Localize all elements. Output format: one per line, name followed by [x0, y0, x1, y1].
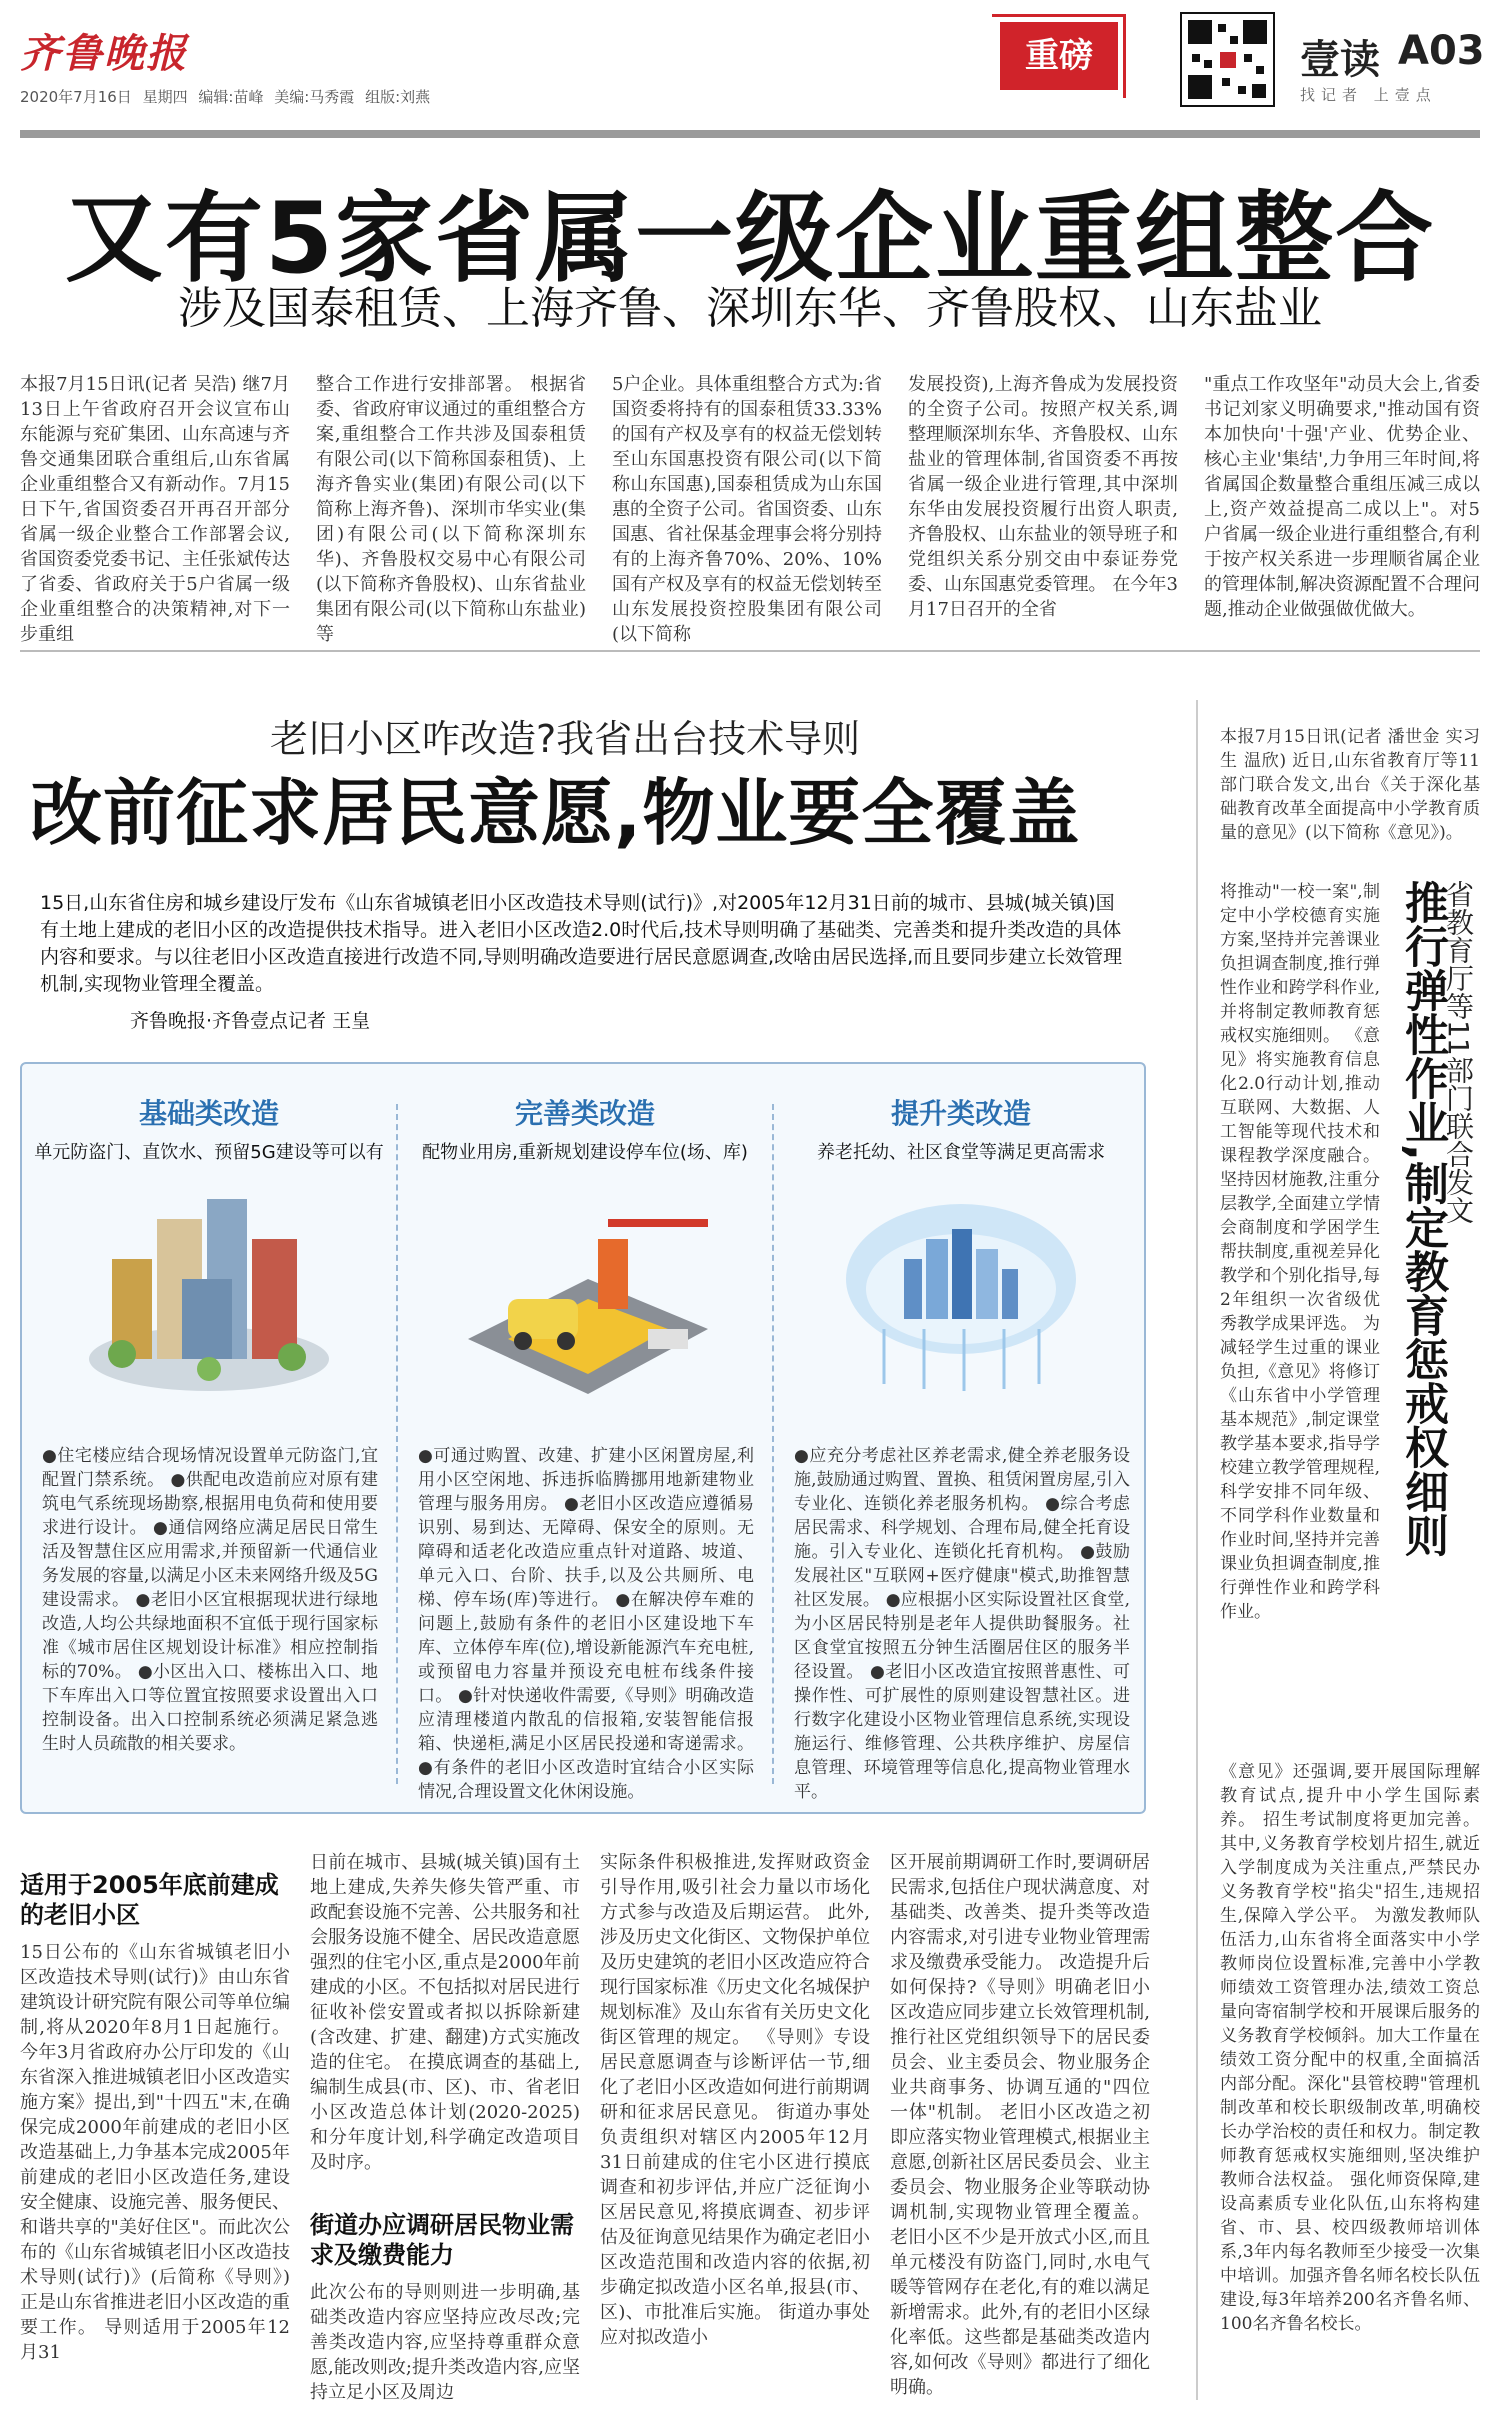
story2-lead: 15日,山东省住房和城乡建设厅发布《山东省城镇老旧小区改造技术导则(试行)》,对2005年12月31日前的城市、县城(城关镇)国有土地上建成的老旧小区的改造提供技术指导。进入老旧小区改造2.0时代后,技术导则明确了基础类、完善类和提升类改造的具体内容和要求。与以往老旧小区改造直接进行改造不同,导则明确改造要进行居民意愿调查,改啥由居民选择,而且要同步建立长效管理机制,实现物业管理全覆盖。 [40, 892, 1123, 995]
column-divider [1196, 700, 1198, 2400]
section-name: 壹读 [1300, 37, 1380, 83]
story3-wide-column: 《意见》还强调,要开展国际理解教育试点,提升中小学生国际素养。 招生考试制度将更加完善。其中,义务教育学校划片招生,就近入学制度成为关注重点,严禁民办义务教育学校"掐尖"招生,违规招生,保障入学公平。 为激发教师队伍活力,山东省将全面落实中小学教师岗位设置标准,完善中小学教师绩效工资管理办法,绩效工资总量向寄宿制学校和开展课后服务的义务教育学校倾斜。加大工作量在绩效工资分配中的权重,全面搞活内部分配。深化"县管校聘"管理机制改革和校长职级制改革,明确校长办学治校的责任和权力。制定教师教育惩戒权实施细则,坚决维护教师合法权益。 强化师资保障,建设高素质专业化队伍,山东将构建省、市、县、校四级教师培训体系,3年内每名教师至少接受一次集中培训。加强齐鲁名师名校长队伍建设,每3年培养200名齐鲁名师、100名齐鲁名校长。 [1220, 1762, 1480, 2334]
headline-main: 又有5家省属一级企业重组整合 [64, 182, 1436, 296]
issue-date: 2020年7月16日 [20, 88, 132, 106]
renovation-infobox [20, 1062, 1146, 1814]
box-improve-title: 完善类改造 [514, 1097, 655, 1130]
editor-credit: 编辑:苗峰 [198, 88, 264, 106]
page-number: A03 [1398, 28, 1485, 74]
story3-kicker: 省教育厅等11部门联合发文 [1442, 880, 1475, 1224]
story2-subsection2-title: 街道办应调研居民物业需求及缴费能力 [310, 2211, 574, 2269]
story2-kicker: 老旧小区咋改造?我省出台技术导则 [270, 717, 861, 761]
story1-column-4: 发展投资),上海齐鲁成为发展投资的全资子公司。按照产权关系,调整理顺深圳东华、齐鲁股权、山东盐业的管理体制,省国资委不再按省属一级企业进行管理,其中深圳东华由发展投资履行出资人职责,齐鲁股权、山东盐业的领导班子和党组织关系分别交由中泰证券党委、山东国惠党委管理。 在今年3月17日召开的全省 [908, 374, 1178, 620]
story2-bottom-column-2b: 此次公布的导则则进一步明确,基础类改造内容应坚持应改尽改;完善类改造内容,应坚持尊重群众意愿,能改则改;提升类改造内容,应坚持立足小区及周边 [310, 2282, 580, 2403]
story3-intro: 本报7月15日讯(记者 潘世金 实习生 温欣) 近日,山东省教育厅等11部门联合发文,出台《关于深化基础教育改革全面提高中小学教育质量的意见》(以下简称《意见》)。 [1220, 727, 1480, 843]
box-basic-subtitle: 单元防盗门、直饮水、预留5G建设等可以有 [34, 1142, 384, 1163]
story2-headline: 改前征求居民意愿,物业要全覆盖 [30, 771, 1081, 855]
story1-bottom-rule [20, 650, 1480, 652]
story3-narrow-column: 将推动"一校一案",制定中小学校德育实施方案,坚持并完善课业负担调查制度,推行弹性作业和跨学科作业,并将制定教师教育惩戒权实施细则。 《意见》将实施教育信息化2.0行动计划,推动互联网、大数据、人工智能等现代技术和课程教学深度融合。坚持因材施教,注重分层教学,全面建立学情会商制度和学困学生帮扶制度,重视差异化教学和个别化指导,每2年组织一次省级优秀教学成果评选。 为减轻学生过重的课业负担,《意见》将修订《山东省中小学管理基本规范》,制定课堂教学基本要求,指导学校建立教学管理规程,科学安排不同年级、不同学科作业数量和作业时间,坚持并完善课业负担调查制度,推行弹性作业和跨学科作业。 [1220, 882, 1380, 1622]
story2-bottom-column-3: 实际条件积极推进,发挥财政资金引导作用,吸引社会力量以市场化方式参与改造及后期运营。 此外,涉及历史文化街区、文物保护单位及历史建筑的老旧小区改造应符合现行国家标准《历史文化名城保护规划标准》及山东省有关历史文化街区管理的规定。 《导则》专设居民意愿调查与诊断评估一节,细化了老旧小区改造如何进行前期调研和征求居民意见。 街道办事处负责组织对辖区内2005年12月31日前建成的住宅小区进行摸底调查和初步评估,并应广泛征询小区居民意见,将摸底调查、初步评估及征询意见结果作为确定老旧小区改造范围和改造内容的依据,初步确定拟改造小区名单,报县(市、区)、市批准后实施。 街道办事处应对拟改造小 [600, 1852, 870, 2348]
issue-meta [20, 86, 430, 107]
designer-credit: 美编:马秀霞 [274, 88, 355, 106]
qr-code-icon [1180, 12, 1275, 107]
section-tag: 重磅 [1000, 22, 1118, 90]
masthead-logo: 齐鲁晚报 [20, 30, 188, 77]
story2-byline: 齐鲁晚报·齐鲁壹点记者 王皇 [130, 1010, 371, 1032]
box-upgrade-text: ●应充分考虑社区养老需求,健全养老服务设施,鼓励通过购置、置换、租赁闲置房屋,引入专业化、连锁化养老服务机构。 ●综合考虑居民需求、科学规划、合理布局,健全托育设施。引入专业化、连锁化托育机构。 ●鼓励发展社区"互联网+医疗健康"模式,助推智慧社区发展。 ●应根据小区实际设置社区食堂,为小区居民特别是老年人提供助餐服务。社区食堂宜按照五分钟生活圈居住区的服务半径设置。 ●老旧小区改造宜按照普惠性、可操作性、可扩展性的原则建设智慧社区。进行数字化建设小区物业管理信息系统,实现设施运行、维修管理、公共秩序维护、房屋信息管理、环境管理等信息化,提高物业管理水平。 [794, 1446, 1130, 1802]
reporter-line: 找记者 上壹点 [1300, 86, 1437, 104]
story2-bottom-column-1: 15日公布的《山东省城镇老旧小区改造技术导则(试行)》由山东省建筑设计研究院有限公司等单位编制,将从2020年8月1日起施行。 今年3月省政府办公厅印发的《山东省深入推进城镇老旧小区改造实施方案》提出,到"十四五"末,在确保完成2000年前建成的老旧小区改造基础上,力争基本完成2005年前建成的老旧小区改造任务,建设安全健康、设施完善、服务便民、和谐共享的"美好住区"。而此次公布的《山东省城镇老旧小区改造技术导则(试行)》(后简称《导则》)正是山东省推进老旧小区改造的重要工作。 导则适用于2005年12月31 [20, 1942, 290, 2363]
box-upgrade [774, 1064, 1148, 1812]
subhead-main: 涉及国泰租赁、上海齐鲁、深圳东华、齐鲁股权、山东盐业 [178, 283, 1322, 334]
story2-subsection-title: 适用于2005年底前建成的老旧小区 [20, 1871, 279, 1929]
box-improve-subtitle: 配物业用房,重新规划建设停车位(场、库) [422, 1142, 748, 1163]
box-improve [398, 1064, 772, 1812]
proof-credit: 组版:刘燕 [365, 88, 431, 106]
box-upgrade-subtitle: 养老托幼、社区食堂等满足更高需求 [817, 1142, 1105, 1163]
issue-weekday: 星期四 [142, 88, 188, 106]
story3-headline: 推行弹性作业,制定教育惩戒权细则 [1397, 880, 1448, 1557]
story1-column-3: 5户企业。具体重组整合方式为:省国资委将持有的国泰租赁33.33%的国有产权及享有的权益无偿划转至山东国惠投资有限公司(以下简称山东国惠),国泰租赁成为山东国惠的全资子公司。省国资委、山东国惠、省社保基金理事会将分别持有的上海齐鲁70%、20%、10%国有产权及享有的权益无偿划转至山东发展投资控股集团有限公司(以下简称 [612, 374, 882, 645]
story1-column-1: 本报7月15日讯(记者 吴浩) 继7月13日上午省政府召开会议宣布山东能源与兖矿集团、山东高速与齐鲁交通集团联合重组后,山东省属企业重组整合又有新动作。7月15日下午,省国资委召开再召开部分省属一级企业整合工作部署会议,省国资委党委书记、主任张斌传达了省委、省政府关于5户省属一级企业重组整合的决策精神,对下一步重组 [20, 374, 290, 645]
story1-column-2: 整合工作进行安排部署。 根据省委、省政府审议通过的重组整合方案,重组整合工作共涉及国泰租赁有限公司(以下简称国泰租赁)、上海齐鲁实业(集团)有限公司(以下简称上海齐鲁)、深圳市华实业(集团)有限公司(以下简称深圳东华)、齐鲁股权交易中心有限公司(以下简称齐鲁股权)、山东省盐业集团有限公司(以下简称山东盐业)等 [316, 374, 586, 645]
cloud-city-illustration-icon [824, 1179, 1098, 1399]
story2-bottom-column-2: 日前在城市、县城(城关镇)国有土地上建成,失养失修失管严重、市政配套设施不完善、公共服务和社会服务设施不健全、居民改造意愿强烈的住宅小区,重点是2000年前建成的小区。不包括拟对居民进行征收补偿安置或者拟以拆除新建(含改建、扩建、翻建)方式实施改造的住宅。 在摸底调查的基础上,编制生成县(市、区)、市、省老旧小区改造总体计划(2020-2025)和分年度计划,科学确定改造项目及时序。 [310, 1852, 580, 2173]
parking-gate-illustration-icon [448, 1179, 722, 1399]
story1-column-5: "重点工作攻坚年"动员大会上,省委书记刘家义明确要求,"推动国有资本加快向'十强'产业、优势企业、核心主业'集结',力争用三年时间,将省属国企数量整合重组压减三成以上,资产效益提高二成以上"。对5户省属一级企业进行重组整合,有利于按产权关系进一步理顺省属企业的管理体制,解决资源配置不合理问题,推动企业做强做优做大。 [1204, 374, 1480, 620]
box-improve-text: ●可通过购置、改建、扩建小区闲置房屋,利用小区空闲地、拆违拆临腾挪用地新建物业管理与服务用房。 ●老旧小区改造应遵循易识别、易到达、无障碍、保安全的原则。无障碍和适老化改造应重点针对道路、坡道、单元入口、台阶、扶手,以及公共厕所、电梯、停车场(库)等进行。 ●在解决停车难的问题上,鼓励有条件的老旧小区建设地下车库、立体停车库(位),增设新能源汽车充电桩,或预留电力容量并预设充电桩布线条件接口。 ●针对快递收件需要,《导则》明确改造应清理楼道内散乱的信报箱,安装智能信报箱、快递柜,满足小区居民投递和寄递需求。 ●有条件的老旧小区改造时宜结合小区实际情况,合理设置文化休闲设施。 [418, 1446, 754, 1802]
box-upgrade-title: 提升类改造 [890, 1097, 1031, 1130]
box-basic-title: 基础类改造 [138, 1097, 279, 1130]
top-rule [20, 130, 1480, 138]
story2-bottom-column-4: 区开展前期调研工作时,要调研居民需求,包括住户现状满意度、对基础类、改善类、提升类等改造内容需求,对引进专业物业管理需求及缴费承受能力。 改造提升后如何保持?《导则》明确老旧小区改造应同步建立长效管理机制,推行社区党组织领导下的居民委员会、业主委员会、物业服务企业共商事务、协调互通的"四位一体"机制。 老旧小区改造之初即应落实物业管理模式,根据业主意愿,创新社区居民委员会、业主委员会、物业服务企业等联动协调机制,实现物业管理全覆盖。 老旧小区不少是开放式小区,而且单元楼没有防盗门,同时,水电气暖等管网存在老化,有的难以满足新增需求。此外,有的老旧小区绿化率低。这些都是基础类改造内容,如何改《导则》都进行了细化明确。 [890, 1852, 1150, 2398]
box-basic-text: ●住宅楼应结合现场情况设置单元防盗门,宜配置门禁系统。 ●供配电改造前应对原有建筑电气系统现场勘察,根据用电负荷和使用要求进行设计。 ●通信网络应满足居民日常生活及智慧住区应用需求,并预留新一代通信业务发展的容量,以满足小区未来网络升级及5G建设需求。 ●老旧小区宜根据现状进行绿地改造,人均公共绿地面积不宜低于现行国家标准《城市居住区规划设计标准》相应控制指标的70%。 ●小区出入口、楼栋出入口、地下车库出入口等位置宜按照要求设置出入口控制设备。出入口控制系统必须满足紧急逃生时人员疏散的相关要求。 [42, 1446, 378, 1754]
buildings-illustration-icon [72, 1179, 346, 1399]
box-basic [22, 1064, 396, 1812]
